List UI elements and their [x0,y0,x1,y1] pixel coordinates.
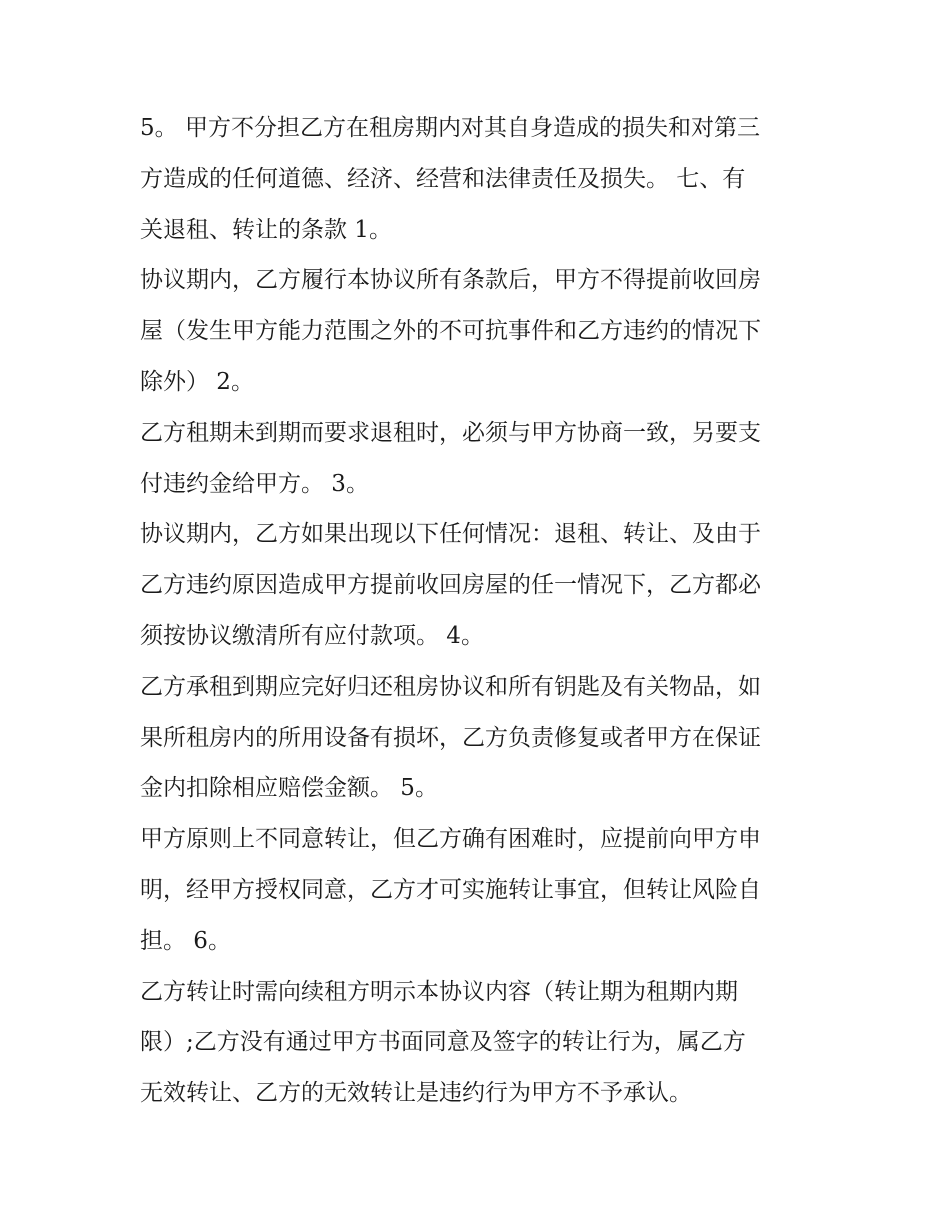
text-line: 甲方原则上不同意转让，但乙方确有困难时，应提前向甲方申 [140,826,761,853]
text-line: 协议期内，乙方履行本协议所有条款后，甲方不得提前收回房 [140,267,761,294]
text-line: 金内扣除相应赔偿金额。 5。 [140,775,438,802]
document-body [140,103,820,1119]
text-line: 除外） 2。 [140,368,254,395]
text-line: 乙方租期未到期而要求退租时，必须与甲方协商一致，另要支 [140,419,761,446]
text-line: 果所租房内的所用设备有损坏，乙方负责修复或者甲方在保证 [140,724,761,751]
text-line: 明，经甲方授权同意，乙方才可实施转让事宜，但转让风险自 [140,876,761,903]
text-line: 付违约金给甲方。 3。 [140,470,369,497]
text-line: 乙方转让时需向续租方明示本协议内容（转让期为租期内期 [140,978,738,1005]
text-line: 5。 甲方不分担乙方在租房期内对其自身造成的损失和对第三 [140,115,760,141]
text-line: 限）;乙方没有通过甲方书面同意及签字的转让行为，属乙方 [140,1029,746,1056]
text-line: 协议期内，乙方如果出现以下任何情况：退租、转让、及由于 [140,521,761,548]
text-line: 关退租、转让的条款 1。 [140,216,392,243]
text-line: 须按协议缴清所有应付款项。 4。 [140,622,484,649]
text-line: 无效转让、乙方的无效转让是违约行为甲方不予承认。 [140,1080,692,1107]
text-line: 乙方违约原因造成甲方提前收回房屋的任一情况下，乙方都必 [140,572,761,599]
text-line: 方造成的任何道德、经济、经营和法律责任及损失。 七、有 [140,165,746,192]
text-line: 屋（发生甲方能力范围之外的不可抗事件和乙方违约的情况下 [140,318,761,345]
text-line: 乙方承租到期应完好归还租房协议和所有钥匙及有关物品，如 [140,673,761,700]
text-line: 担。 6。 [140,927,231,954]
